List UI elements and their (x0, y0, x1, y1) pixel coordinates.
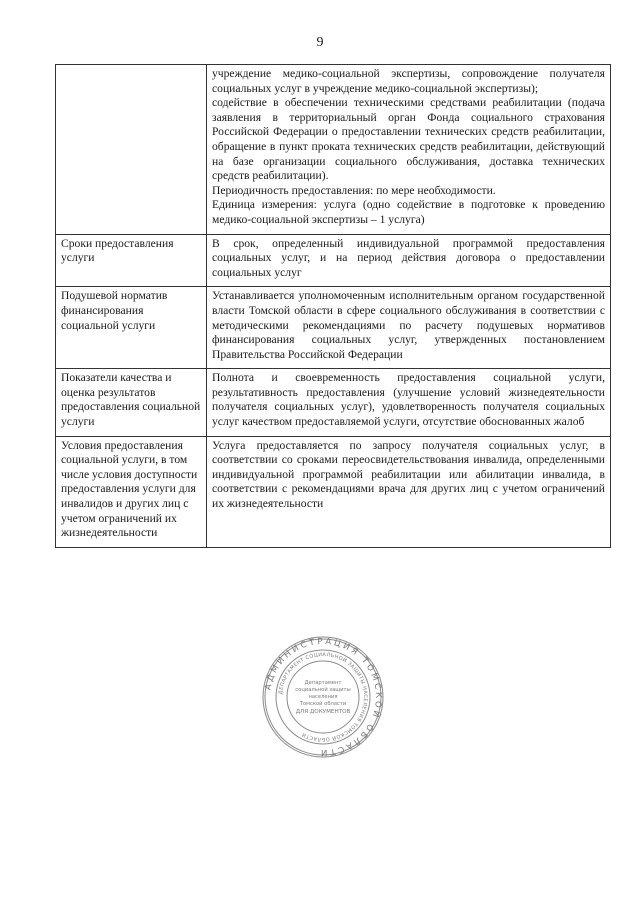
row-content (207, 369, 611, 436)
row-content (207, 65, 611, 235)
seal-center-line: Департамент (304, 680, 342, 686)
paragraph: Единица измерения: услуга (одно содействие в подготовке к проведению медико-социальной экспертизы – 1 услуга) (212, 198, 605, 226)
row-content (207, 287, 611, 369)
row-label: Условия предоставления социальной услуги, в том числе условия доступности предоставления услуги для инвалидов и других лиц с учетом ограничений их жизнедеятельности (56, 436, 207, 547)
paragraph: содействие в обеспечении техническими средствами реабилитации (подача заявления в территориальный орган Фонда социального страхования Российской Федерации о предоставлении технических средств реабилитации, обращение в пункт проката технических средств реабилитации, действующий на базе организации социального обслуживания, доставка технических средств реабилитации). (212, 96, 605, 183)
seal-inner-text: ДЕПАРТАМЕНТ СОЦИАЛЬНОЙ ЗАЩИТЫ НАСЕЛЕНИЯ ТОМСКОЙ ОБЛАСТИ (278, 651, 369, 743)
paragraph: Периодичность предоставления: по мере необходимости. (212, 183, 496, 197)
table-row (56, 287, 611, 369)
row-label: Подушевой норматив финансирования социальной услуги (56, 287, 207, 369)
table-row (56, 234, 611, 287)
row-content (207, 436, 611, 547)
seal-center-line: ДЛЯ ДОКУМЕНТОВ (295, 709, 351, 715)
paragraph: учреждение медико-социальной экспертизы, сопровождение получателя социальных услуг в учреждение медико-социальной экспертизы); (212, 67, 605, 95)
table-row (56, 436, 611, 547)
table-row (56, 369, 611, 436)
official-seal (262, 636, 384, 758)
row-label (56, 65, 207, 235)
paragraph: Услуга предоставляется по запросу получателя социальных услуг, в соответствии со сроками переосвидетельствования инвалида, определенными индивидуальной программой реабилитации или абилитации инвалида, в соответствии с рекомендациями врача для других лиц с учетом ограничений их жизнедеятельности (212, 438, 605, 511)
paragraph: Полнота и своевременность предоставления социальной услуги, результативность предоставления (улучшение условий жизнедеятельности получателя социальных услуг), удовлетворенность получателя социальных услуг качеством предоставляемой услуги, отсутствие обоснованных жалоб (212, 371, 605, 429)
paragraph: В срок, определенный индивидуальной программой предоставления социальных услуг, и на период действия договора о предоставлении социальных услуг (212, 236, 605, 279)
seal-outer-text: АДМИНИСТРАЦИЯ ТОМСКОЙ ОБЛАСТИ (263, 636, 384, 758)
page-number: 9 (316, 35, 324, 50)
seal-center-line: Томской области (299, 701, 347, 707)
row-label: Сроки предоставления услуги (56, 234, 207, 287)
paragraph: Устанавливается уполномоченным исполнительным органом государственной власти Томской области в сфере социального обслуживания в соответствии с методическими рекомендациями по расчету подушевых нормативов финансирования социальных услуг, утвержденных постановлением Правительства Российской Федерации (212, 289, 605, 361)
row-content (207, 234, 611, 287)
seal-center-line: населения (308, 694, 338, 700)
service-table (55, 64, 611, 548)
row-label: Показатели качества и оценка результатов предоставления социальной услуги (56, 369, 207, 436)
seal-center-line: социальной защиты (295, 687, 351, 693)
table-row (56, 65, 611, 235)
